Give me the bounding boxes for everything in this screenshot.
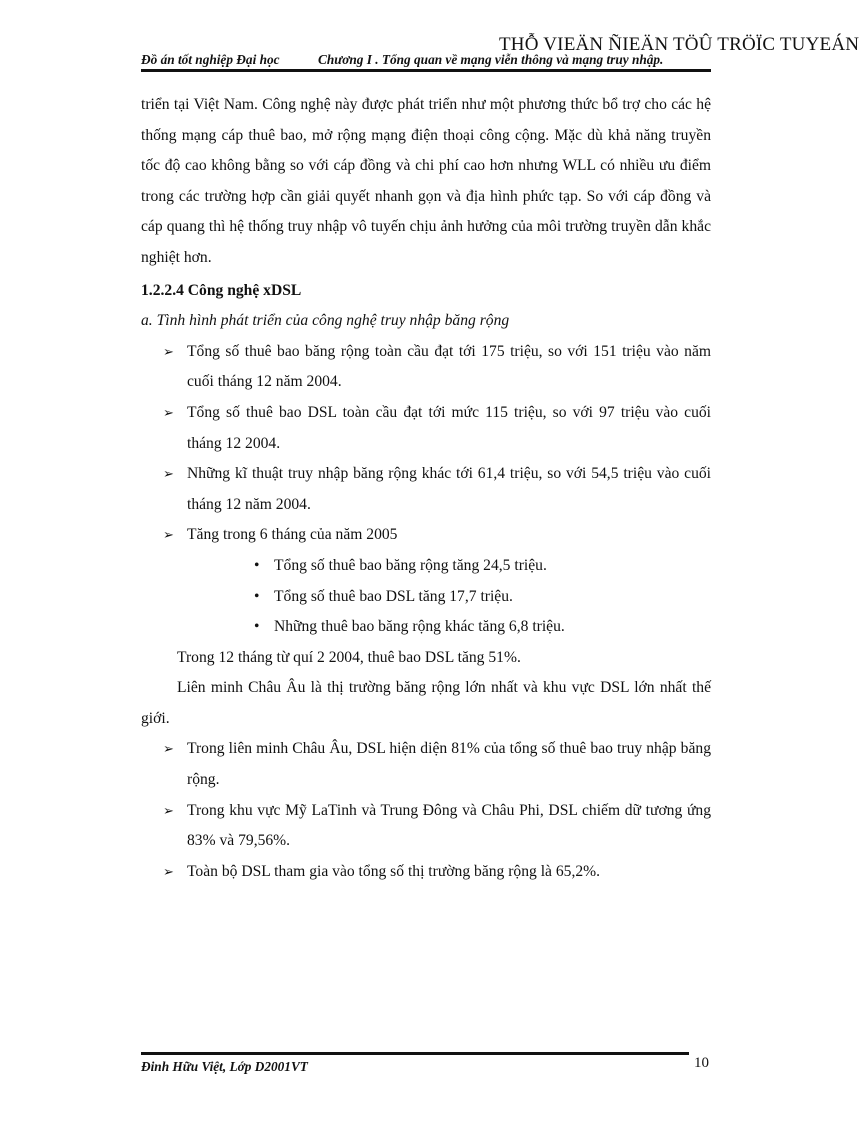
list-item-text: Những kĩ thuật truy nhập băng rộng khác tới 61,4 triệu, so với 54,5 triệu vào cuối tháng 12 năm 2004. (187, 465, 711, 513)
dot-bullet-icon: • (254, 618, 260, 636)
list-item (141, 857, 711, 888)
regional-dsl-list (141, 734, 711, 887)
header-chapter-title: Chương I . Tổng quan về mạng viễn thông và mạng truy nhập. (318, 52, 664, 67)
list-item (141, 796, 711, 857)
page-number: 10 (694, 1055, 709, 1071)
list-item-text: Toàn bộ DSL tham gia vào tổng số thị trường băng rộng là 65,2%. (187, 862, 601, 880)
footer-author: Đinh Hữu Việt, Lớp D2001VT (141, 1059, 308, 1074)
dot-bullet-icon: • (254, 556, 260, 574)
list-item (141, 459, 711, 520)
arrow-bullet-icon: ➢ (163, 404, 174, 420)
arrow-bullet-icon: ➢ (163, 343, 174, 359)
list-item-text: Trong khu vực Mỹ LaTinh và Trung Đông và Châu Phi, DSL chiếm dữ tương ứng 83% và 79,56%. (187, 801, 711, 850)
eu-market-paragraph: Liên minh Châu Âu là thị trường băng rộng lớn nhất và khu vực DSL lớn nhất thế giới. (141, 679, 711, 727)
list-item-text: Tổng số thuê bao băng rộng tăng 24,5 triệu. (274, 556, 547, 574)
list-item-text: Những thuê bao băng rộng khác tăng 6,8 triệu. (274, 618, 565, 636)
list-item-text: Tổng số thuê bao DSL tăng 17,7 triệu. (274, 587, 513, 605)
list-item (141, 582, 711, 613)
subsection-heading: a. Tình hình phát triển của công nghệ truy nhập băng rộng (141, 312, 510, 330)
arrow-bullet-icon: ➢ (163, 863, 174, 879)
arrow-bullet-icon: ➢ (163, 741, 174, 757)
header-divider (141, 69, 711, 72)
arrow-bullet-icon: ➢ (163, 527, 174, 543)
library-watermark: THỖ VIEÄN ÑIEÄN TÖÛ TRÖÏC TUYEÁN (499, 34, 859, 55)
list-item (141, 520, 711, 551)
dot-bullet-icon: • (254, 587, 260, 605)
list-item (141, 398, 711, 459)
footer-divider (141, 1052, 689, 1055)
list-item (141, 612, 711, 643)
section-heading: 1.2.2.4 Công nghệ xDSL (141, 281, 302, 299)
list-item-text: Tăng trong 6 tháng của năm 2005 (187, 526, 398, 544)
growth-stats-list (141, 337, 711, 551)
list-item (141, 551, 711, 582)
list-item (141, 734, 711, 795)
header-document-title: Đồ án tốt nghiệp Đại học (141, 52, 280, 67)
intro-paragraph: triển tại Việt Nam. Công nghệ này được phát triển như một phương thức bổ trợ cho các hệ thống mạng cáp thuê bao, mở rộng mạng điện thoại công cộng. Mặc dù khả năng truyền tốc độ cao không bằng so với cáp đồng và chi phí cao hơn nhưng WLL có nhiều ưu điểm trong các trường hợp cần giải quyết nhanh gọn và địa hình phức tạp. So với cáp đồng và cáp quang thì hệ thống truy nhập vô tuyến chịu ảnh hưởng của môi trường truyền dẫn khắc nghiệt hơn. (141, 96, 711, 266)
dsl-growth-paragraph: Trong 12 tháng từ quí 2 2004, thuê bao DSL tăng 51%. (177, 648, 521, 666)
list-item-text: Tổng số thuê bao băng rộng toàn cầu đạt tới 175 triệu, so với 151 triệu vào năm cuối tháng 12 năm 2004. (187, 342, 711, 391)
increase-2005-list (141, 551, 711, 643)
page-body (141, 90, 711, 887)
list-item-text: Trong liên minh Châu Âu, DSL hiện diện 81% của tổng số thuê bao truy nhập băng rộng. (187, 740, 711, 789)
arrow-bullet-icon: ➢ (163, 466, 174, 482)
list-item (141, 337, 711, 398)
arrow-bullet-icon: ➢ (163, 802, 174, 818)
list-item-text: Tổng số thuê bao DSL toàn cầu đạt tới mức 115 triệu, so với 97 triệu vào cuối tháng 12 2004. (187, 403, 711, 452)
